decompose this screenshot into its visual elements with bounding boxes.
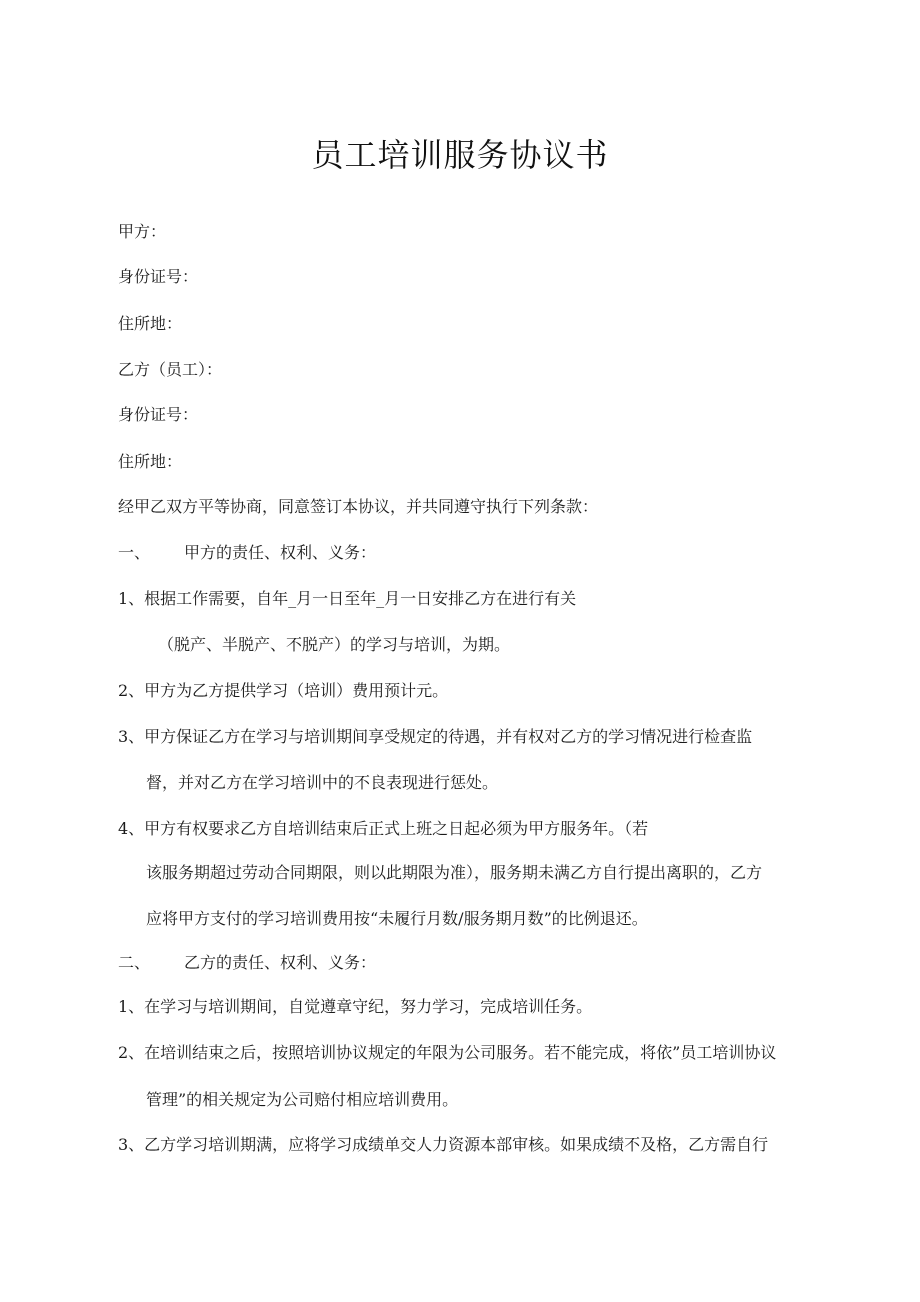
section-2-item-2-line-2: 管理”的相关规定为公司赔付相应培训费用。 (146, 1090, 459, 1109)
section-2-number: 二、 (118, 953, 151, 972)
party-b-id-label: 身份证号： (118, 405, 199, 424)
section-1-item-1-line-1: 1、根据工作需要，自年_月一日至年_月一日安排乙方在进行有关 (118, 589, 577, 608)
intro-paragraph: 经甲乙双方平等协商，同意签订本协议，并共同遵守执行下列条款： (118, 497, 599, 516)
section-2-item-3-line-1: 3、乙方学习培训期满，应将学习成绩单交人力资源本部审核。如果成绩不及格，乙方需自行 (118, 1135, 769, 1154)
party-a-id-label: 身份证号： (118, 267, 199, 286)
section-2-heading (118, 953, 376, 973)
party-b-address-label: 住所地： (118, 452, 183, 471)
section-1-heading (118, 543, 376, 563)
party-b-label: 乙方（员工）： (118, 360, 223, 379)
section-2-title: 乙方的责任、权利、义务： (184, 953, 377, 972)
section-1-item-1-line-2: （脱产、半脱产、不脱产）的学习与培训，为期。 (158, 635, 511, 654)
section-1-item-4-line-1: 4、甲方有权要求乙方自培训结束后正式上班之日起必须为甲方服务年。（若 (118, 819, 649, 838)
document-title: 员工培训服务协议书 (311, 136, 609, 174)
party-a-address-label: 住所地： (118, 314, 183, 333)
section-1-item-3-line-2: 督，并对乙方在学习培训中的不良表现进行惩处。 (146, 773, 499, 792)
section-1-number: 一、 (118, 543, 151, 562)
section-1-item-3-line-1: 3、甲方保证乙方在学习与培训期间享受规定的待遇，并有权对乙方的学习情况进行检查监 (118, 727, 753, 746)
section-1-item-2: 2、甲方为乙方提供学习（培训）费用预计元。 (118, 681, 449, 700)
section-1-item-4-line-2: 该服务期超过劳动合同期限，则以此期限为准），服务期未满乙方自行提出离职的，乙方 (146, 863, 763, 882)
party-a-label: 甲方： (118, 222, 167, 241)
section-1-title: 甲方的责任、权利、义务： (184, 543, 377, 562)
section-2-item-1: 1、在学习与培训期间，自觉遵章守纪，努力学习，完成培训任务。 (118, 997, 593, 1016)
section-1-item-4-line-3: 应将甲方支付的学习培训费用按“未履行月数/服务期月数”的比例退还。 (146, 909, 648, 928)
section-2-item-2-line-1: 2、在培训结束之后，按照培训协议规定的年限为公司服务。若不能完成，将依”员工培训协议 (118, 1043, 777, 1062)
